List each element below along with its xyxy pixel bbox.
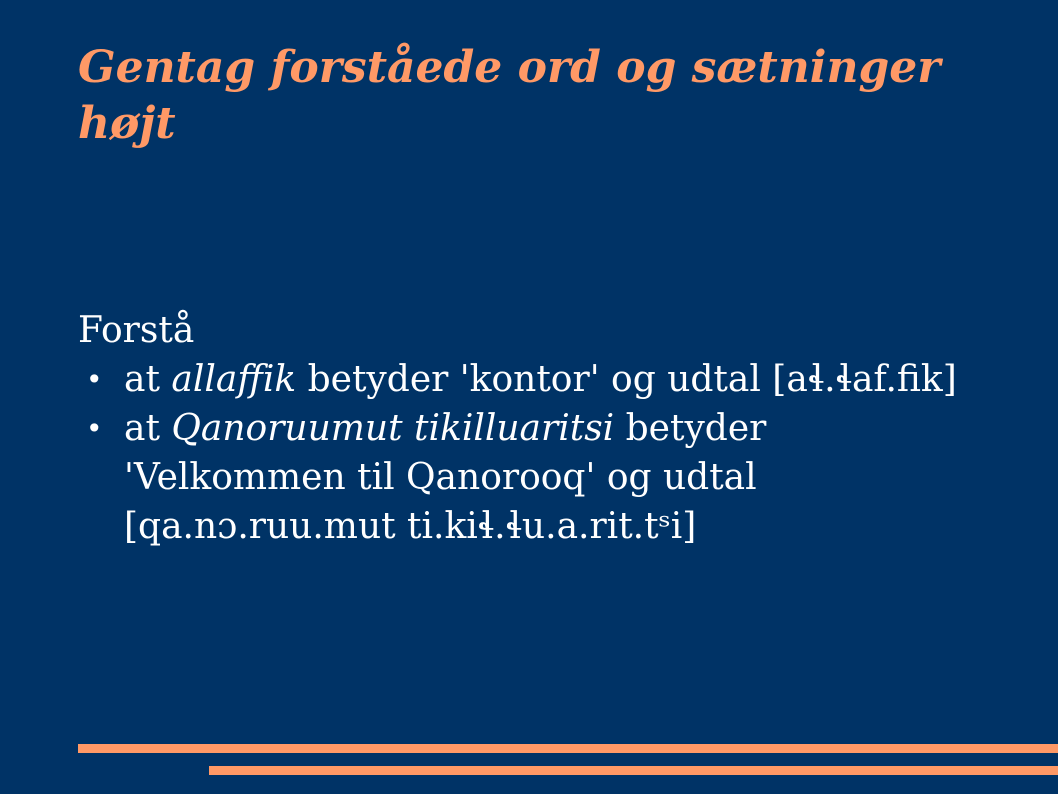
bullet-suffix: betyder 'kontor' og udtal [aɬ.ɬaf.fik]	[296, 359, 957, 400]
bullet-prefix: at	[124, 408, 172, 449]
lead-text: Forstå	[78, 310, 195, 351]
bullet-item	[78, 355, 958, 404]
bullet-prefix: at	[124, 359, 172, 400]
slide-body	[78, 306, 958, 551]
bullet-term: allaffik	[171, 359, 297, 400]
bullet-term: Qanoruumut tikilluaritsi	[171, 408, 615, 449]
slide-title: Gentag forståede ord og sætninger højt	[78, 42, 941, 149]
decorative-rule-lower	[209, 766, 1058, 775]
decorative-rule-upper	[78, 744, 1058, 753]
bullet-item	[78, 404, 958, 551]
bullet-suffix: betyder 'Velkommen til Qanorooq' og udtal [qa.nɔ.ruu.mut ti.kiɬ.ɬu.a.rit.tˢi]	[124, 408, 767, 547]
bullet-dot-icon: •	[86, 412, 103, 445]
bullet-list	[78, 355, 958, 551]
bullet-dot-icon: •	[86, 363, 103, 396]
